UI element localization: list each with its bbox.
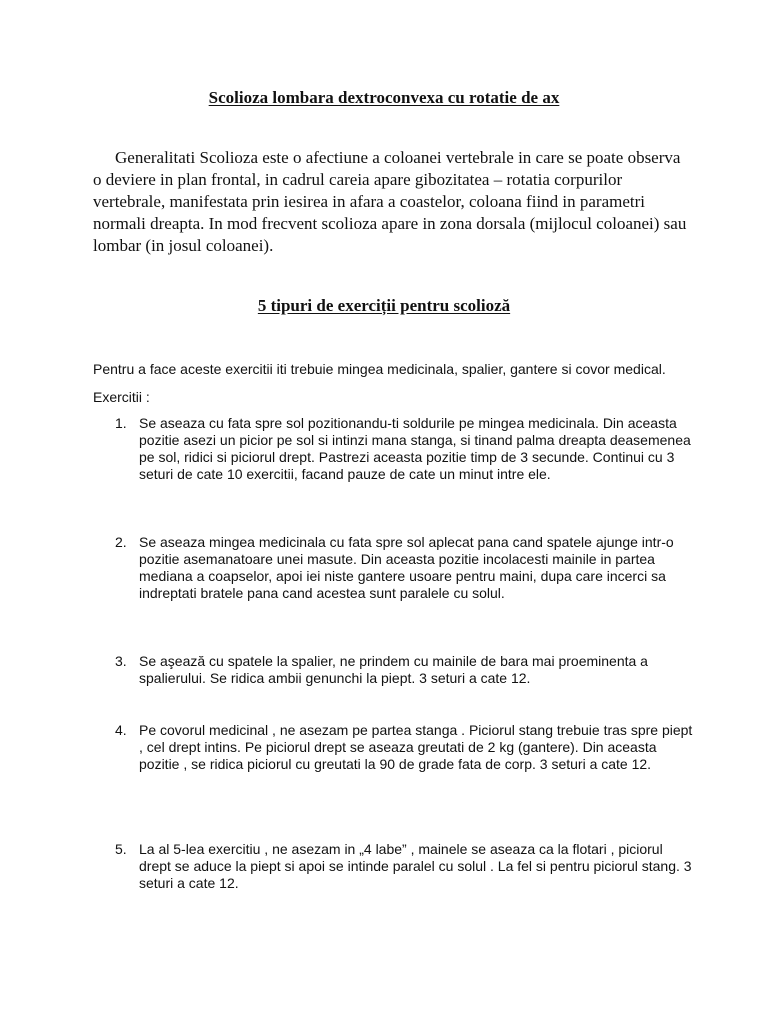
exercise-number: 5.: [115, 841, 127, 857]
exercise-number: 1.: [115, 415, 127, 431]
exercise-item: [115, 722, 695, 773]
exercise-text: Se aşează cu spatele la spalier, ne prindem cu mainile de bara mai proeminenta a spalierului. Se ridica ambii genunchi la piept. 3 seturi a cate 12.: [139, 653, 648, 686]
equipment-note: Pentru a face aceste exercitii iti trebuie mingea medicinala, spalier, gantere si covor medical.: [93, 361, 666, 377]
exercise-number: 3.: [115, 653, 127, 669]
exercise-item: [115, 534, 695, 602]
exercise-text: Se aseaza mingea medicinala cu fata spre sol aplecat pana cand spatele ajunge intr-o pozitie asemanatoare unei masute. Din aceasta pozitie incolacesti mainile in partea mediana a coapselor, apoi iei niste gantere usoare pentru maini, dupa care incerci sa indreptati bratele pana cand acestea sunt paralele cu solul.: [139, 534, 674, 601]
exercise-text: La al 5-lea exercitiu , ne asezam in „4 labe” , mainele se aseaza ca la flotari , piciorul drept se aduce la piept si apoi se intinde paralel cu solul . La fel si pentru piciorul stang. 3 seturi a cate 12.: [139, 841, 692, 891]
exercise-item: [115, 653, 695, 687]
exercise-number: 4.: [115, 722, 127, 738]
document-title: Scolioza lombara dextroconvexa cu rotatie de ax: [208, 88, 560, 107]
exercise-number: 2.: [115, 534, 127, 550]
intro-paragraph: Generalitati Scolioza este o afectiune a coloanei vertebrale in care se poate observa o deviere in plan frontal, in cadrul careia apare gibozitatea – rotatia corpurilor vertebrale, manifestata prin iesirea in afara a coastelor, coloana fiind in parametri normali dreapta. In mod frecvent scolioza apare in zona dorsala (mijlocul coloanei) sau lombar (in josul coloanei).: [93, 148, 687, 255]
exercise-text: Se aseaza cu fata spre sol pozitionandu-ti soldurile pe mingea medicinala. Din aceasta pozitie asezi un picior pe sol si intinzi mana stanga, si tinand palma dreapta deasemenea pe sol, ridici si piciorul drept. Pastrezi aceasta pozitie timp de 3 secunde. Continui cu 3 seturi de cate 10 exercitii, facand pauze de cate un minut intre ele.: [139, 415, 691, 482]
exercise-item: [115, 415, 695, 483]
exercise-text: Pe covorul medicinal , ne asezam pe partea stanga . Piciorul stang trebuie tras spre piept , cel drept intins. Pe piciorul drept se aseaza greutati de 2 kg (gantere). Din aceasta pozitie , se ridica piciorul cu greutati la 90 de grade fata de corp. 3 seturi a cate 12.: [139, 722, 693, 772]
section-heading: 5 tipuri de exerciții pentru scolioză: [257, 296, 511, 315]
exercises-label: Exercitii :: [93, 389, 150, 405]
exercise-item: [115, 841, 695, 892]
